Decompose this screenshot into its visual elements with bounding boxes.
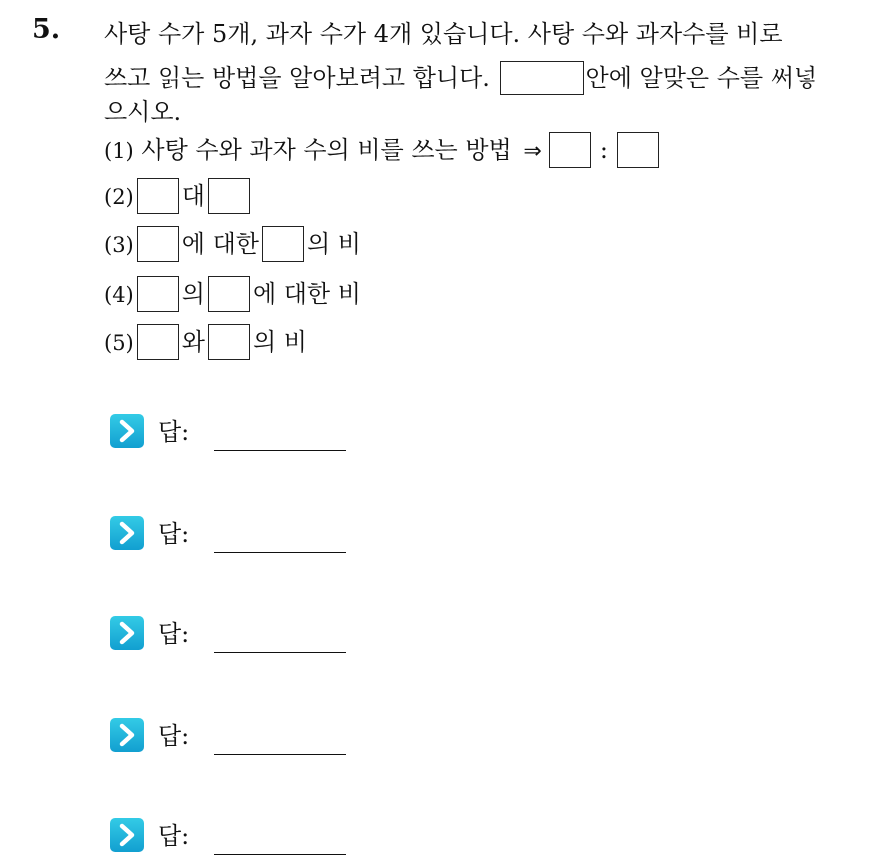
sub-question-text: 사탕 수와 과자 수의 비를 쓰는 방법 [141,136,512,164]
sub-question-2 [104,176,253,216]
sub-question-text-end: 에 대한 비 [252,280,361,308]
chevron-right-icon [110,516,144,550]
question-text-line2-end: 안에 알맞은 수를 써넣 [585,64,818,92]
chevron-right-icon [110,414,144,448]
question-number: 5. [32,14,61,45]
sub-question-text: 에 대한 [181,230,259,258]
sub-question-number: (2) [104,185,134,209]
answer-blank-2[interactable] [208,276,250,312]
answer-blank-2[interactable] [208,178,250,214]
answer-input-line[interactable] [214,450,346,451]
sub-question-1 [104,130,662,170]
sub-question-number: (4) [104,283,134,307]
sub-question-text-end: 의 비 [252,328,307,356]
ratio-colon: : [599,136,608,164]
sub-question-4 [104,274,361,314]
sub-question-3 [104,224,361,264]
answer-blank-1[interactable] [137,226,179,262]
blank-box-example [500,61,584,95]
sub-question-text-end: 의 비 [306,230,361,258]
answer-blank-2[interactable] [208,324,250,360]
answer-input-line[interactable] [214,652,346,653]
question-text-line1: 사탕 수가 5개, 과자 수가 4개 있습니다. 사탕 수와 과자수를 비로 [104,20,783,48]
answer-blank-1[interactable] [137,276,179,312]
sub-question-number: (1) [104,139,134,163]
question-text-line2 [104,58,817,97]
answer-blank-1[interactable] [549,132,591,168]
question-text-line3: 으시오. [104,98,182,126]
sub-question-number: (5) [104,331,134,355]
answer-blank-2[interactable] [262,226,304,262]
chevron-right-icon [110,818,144,852]
sub-question-text: 의 [181,280,205,308]
chevron-right-icon [110,718,144,752]
chevron-right-icon [110,616,144,650]
answer-label: 답: [158,722,190,750]
answer-blank-2[interactable] [617,132,659,168]
answer-input-line[interactable] [214,754,346,755]
answer-label: 답: [158,822,190,850]
answer-blank-1[interactable] [137,324,179,360]
answer-blank-1[interactable] [137,178,179,214]
sub-question-5 [104,322,307,362]
question-text-line2-start: 쓰고 읽는 방법을 알아보려고 합니다. [104,64,490,92]
answer-label: 답: [158,620,190,648]
implies-arrow-icon: ⇒ [523,139,542,164]
answer-input-line[interactable] [214,552,346,553]
sub-question-text: 대 [181,182,205,210]
sub-question-number: (3) [104,233,134,257]
answer-label: 답: [158,418,190,446]
answer-label: 답: [158,520,190,548]
sub-question-text: 와 [181,328,205,356]
answer-input-line[interactable] [214,854,346,855]
